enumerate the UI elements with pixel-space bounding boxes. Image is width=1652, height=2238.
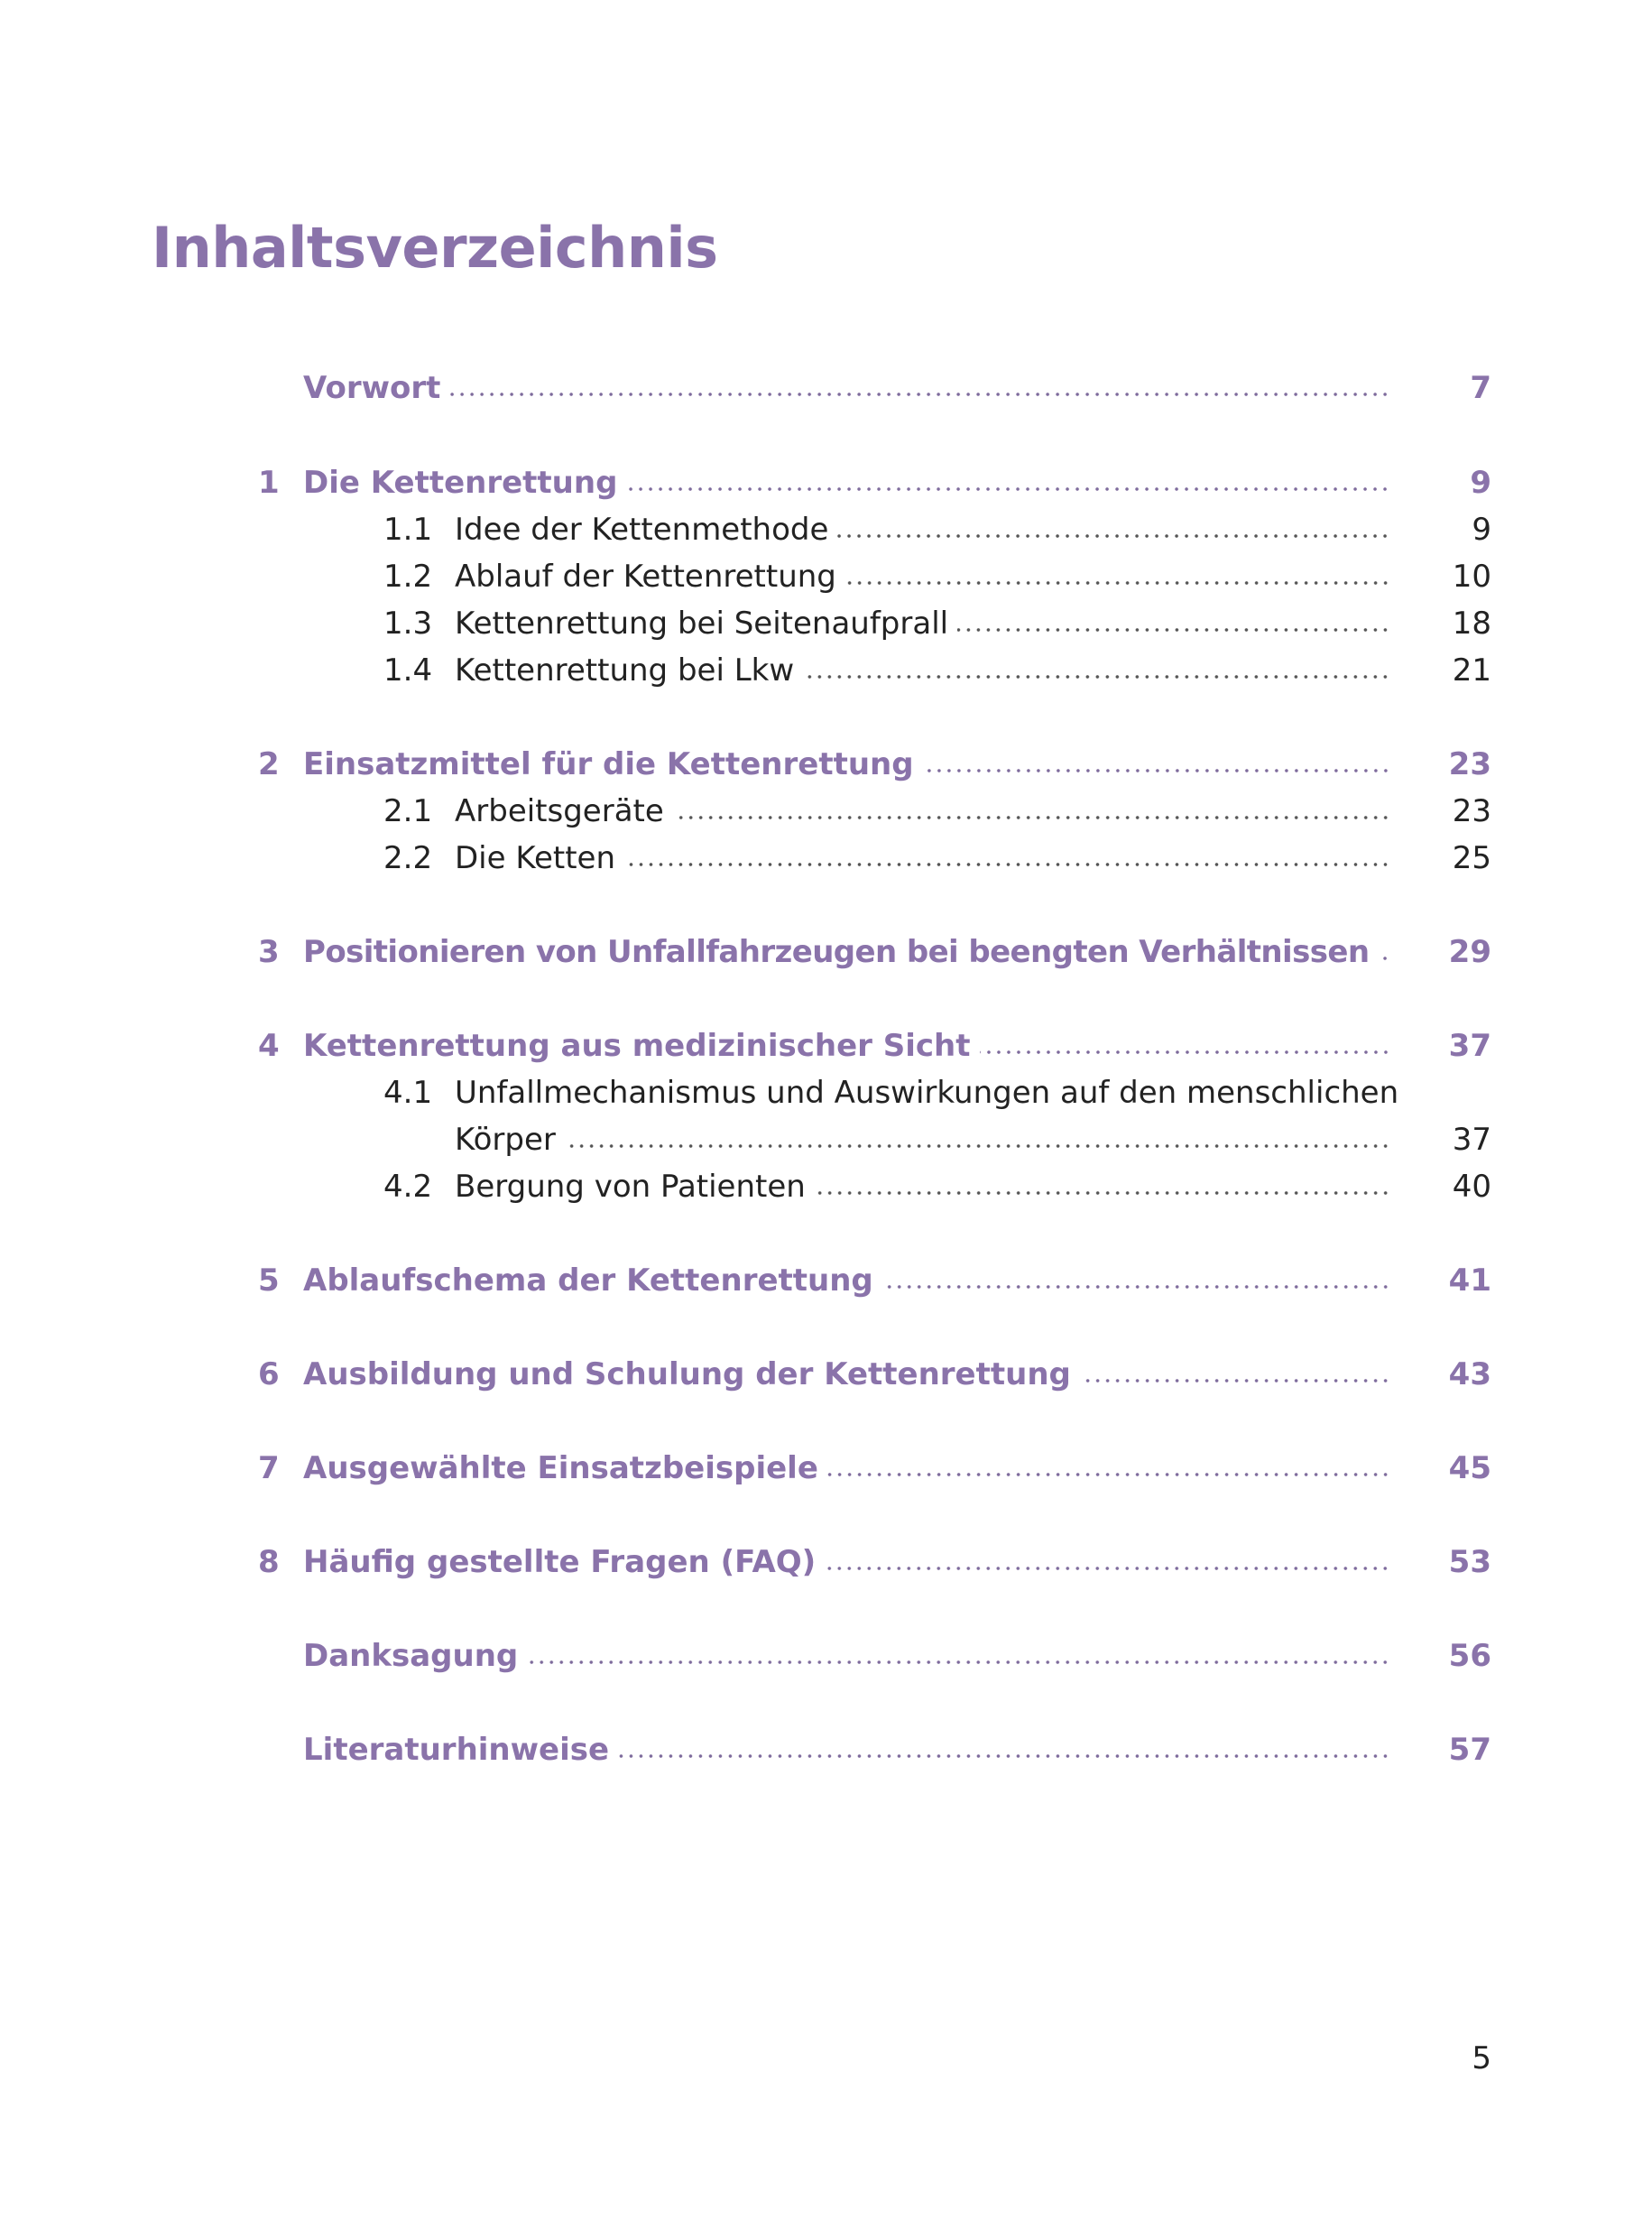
toc-entry-main	[303, 1445, 1390, 1492]
toc-entry-number: 4.2	[383, 1169, 433, 1205]
toc-entry-page: 23	[1452, 793, 1491, 829]
dot-leader	[923, 764, 1390, 777]
toc-entry-main	[303, 1632, 1390, 1679]
dot-leader	[957, 624, 1390, 636]
toc-entry-title: Arbeitsgeräte	[455, 793, 664, 829]
dot-leader	[624, 858, 1390, 871]
toc-entry-chapter-6[interactable]	[0, 1351, 1652, 1398]
toc-entry-number: 6	[258, 1356, 280, 1392]
toc-entry-main	[455, 553, 1390, 600]
toc-entry-title: Kettenrettung bei Lkw	[455, 652, 795, 689]
toc-entry-number: 1.1	[383, 512, 433, 548]
toc-entry-section-1-3[interactable]	[0, 600, 1652, 647]
toc-entry-literaturhinweise[interactable]	[0, 1726, 1652, 1773]
toc-entry-title: Ausgewählte Einsatzbeispiele	[303, 1450, 818, 1486]
toc-entry-main	[303, 741, 1390, 788]
toc-entry-main	[455, 506, 1390, 553]
toc-entry-title: Einsatzmittel für die Kettenrettung	[303, 746, 914, 782]
toc-entry-number: 2.1	[383, 793, 433, 829]
dot-leader	[618, 1750, 1390, 1762]
toc-entry-chapter-3[interactable]	[0, 929, 1652, 976]
toc-entry-title: Kettenrettung bei Seitenaufprall	[455, 606, 949, 642]
dot-leader	[673, 811, 1390, 824]
dot-leader	[565, 1140, 1390, 1152]
toc-entry-main	[303, 1351, 1390, 1398]
toc-entry-main	[455, 1163, 1390, 1210]
toc-entry-title: Idee der Kettenmethode	[455, 512, 829, 548]
dot-leader	[626, 483, 1390, 495]
toc-entry-page: 53	[1448, 1544, 1491, 1580]
toc-entry-section-4-1[interactable]	[0, 1069, 1652, 1116]
toc-entry-number: 1.3	[383, 606, 433, 642]
dot-leader	[803, 670, 1390, 683]
toc-entry-chapter-8[interactable]	[0, 1539, 1652, 1586]
dot-leader	[882, 1281, 1390, 1293]
toc-entry-title-line-2: Körper	[455, 1122, 556, 1158]
dot-leader	[825, 1562, 1390, 1575]
dot-leader	[1080, 1374, 1390, 1387]
dot-leader	[980, 1046, 1390, 1059]
toc-entry-main	[455, 788, 1390, 835]
toc-entry-title: Die Kettenrettung	[303, 465, 618, 501]
toc-entry-main	[455, 647, 1390, 694]
dot-leader	[845, 577, 1390, 589]
toc-entry-main	[455, 1116, 1390, 1163]
toc-entry-page: 41	[1448, 1262, 1491, 1299]
toc-entry-main	[303, 1539, 1390, 1586]
toc-entry-title-line-1: Unfallmechanismus und Auswirkungen auf den menschlichen	[455, 1075, 1399, 1111]
toc-entry-page: 43	[1448, 1356, 1491, 1392]
toc-entry-number: 4	[258, 1028, 280, 1064]
toc-entry-number: 2.2	[383, 840, 433, 876]
toc-entry-main	[303, 929, 1390, 976]
toc-entry-number: 8	[258, 1544, 280, 1580]
toc-entry-page: 56	[1448, 1638, 1491, 1674]
toc-entry-main	[303, 1022, 1390, 1069]
toc-entry-page: 18	[1452, 606, 1491, 642]
dot-leader	[527, 1656, 1390, 1669]
toc-entry-main	[455, 835, 1390, 882]
toc-entry-number: 4.1	[383, 1075, 433, 1111]
toc-entry-title: Ablauf der Kettenrettung	[455, 559, 836, 595]
dot-leader	[827, 1468, 1390, 1481]
toc-entry-main	[303, 459, 1390, 506]
toc-entry-title: Bergung von Patienten	[455, 1169, 806, 1205]
toc-entry-chapter-5[interactable]	[0, 1257, 1652, 1304]
toc-entry-section-1-2[interactable]	[0, 553, 1652, 600]
toc-entry-number: 5	[258, 1262, 280, 1299]
toc-entry-chapter-4[interactable]	[0, 1022, 1652, 1069]
toc-entry-number: 1	[258, 465, 280, 501]
toc-entry-page: 23	[1448, 746, 1491, 782]
toc-entry-title: Ablaufschema der Kettenrettung	[303, 1262, 873, 1299]
toc-entry-page: 25	[1452, 840, 1491, 876]
toc-entry-chapter-1[interactable]	[0, 459, 1652, 506]
toc-entry-section-2-2[interactable]	[0, 835, 1652, 882]
toc-entry-page: 37	[1452, 1122, 1491, 1158]
toc-entry-chapter-7[interactable]	[0, 1445, 1652, 1492]
toc-entry-page: 9	[1472, 512, 1491, 548]
toc-entry-number: 1.4	[383, 652, 433, 689]
toc-entry-title: Positionieren von Unfallfahrzeugen bei beengten Verhältnissen	[303, 934, 1370, 970]
toc-entry-main	[303, 1726, 1390, 1773]
toc-entry-title: Kettenrettung aus medizinischer Sicht	[303, 1028, 971, 1064]
toc-entry-main	[303, 365, 1390, 412]
toc-entry-page: 9	[1470, 465, 1491, 501]
toc-entry-number: 3	[258, 934, 280, 970]
toc-entry-title: Vorwort	[303, 370, 441, 406]
toc-entry-danksagung[interactable]	[0, 1632, 1652, 1679]
toc-entry-section-1-4[interactable]	[0, 647, 1652, 694]
toc-entry-number: 7	[258, 1450, 280, 1486]
toc-entry-section-1-1[interactable]	[0, 506, 1652, 553]
toc-entry-title: Die Ketten	[455, 840, 616, 876]
dot-leader	[449, 388, 1390, 401]
page-number: 5	[1472, 2040, 1491, 2076]
toc-entry-main	[303, 1257, 1390, 1304]
toc-entry-page: 37	[1448, 1028, 1491, 1064]
toc-entry-title: Häufig gestellte Fragen (FAQ)	[303, 1544, 817, 1580]
toc-entry-section-2-1[interactable]	[0, 788, 1652, 835]
toc-entry-chapter-2[interactable]	[0, 741, 1652, 788]
page-title: Inhaltsverzeichnis	[152, 215, 718, 281]
toc-entry-page: 40	[1452, 1169, 1491, 1205]
toc-entry-vorwort[interactable]	[0, 365, 1652, 412]
toc-entry-section-4-2[interactable]	[0, 1163, 1652, 1210]
toc-entry-title: Ausbildung und Schulung der Kettenrettung	[303, 1356, 1071, 1392]
toc-entry-page: 7	[1470, 370, 1491, 406]
dot-leader	[837, 530, 1390, 542]
dot-leader	[1378, 952, 1390, 965]
toc-entry-page: 29	[1448, 934, 1491, 970]
toc-entry-number: 2	[258, 746, 280, 782]
toc-entry-title: Literaturhinweise	[303, 1732, 610, 1768]
toc-entry-main	[455, 600, 1390, 647]
toc-entry-title: Danksagung	[303, 1638, 519, 1674]
toc-entry-page: 10	[1452, 559, 1491, 595]
toc-entry-page: 57	[1448, 1732, 1491, 1768]
dot-leader	[815, 1187, 1390, 1199]
toc-entry-number: 1.2	[383, 559, 433, 595]
toc-entry-page: 45	[1448, 1450, 1491, 1486]
toc-entry-page: 21	[1452, 652, 1491, 689]
toc-entry-section-4-1-continued[interactable]	[0, 1116, 1652, 1163]
